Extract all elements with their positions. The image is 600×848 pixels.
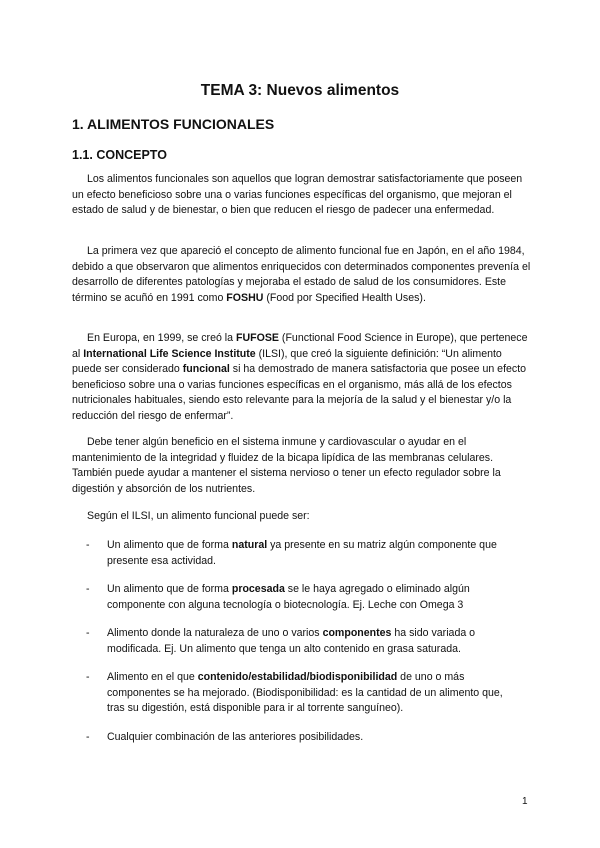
list-dash: -: [86, 539, 90, 551]
ilsi-term: International Life Science Institute: [83, 347, 256, 360]
list-dash: -: [86, 731, 90, 743]
subsection-heading: 1.1. CONCEPTO: [72, 148, 167, 162]
paragraph-definition: Los alimentos funcionales son aquellos que logran demostrar satisfactoriamente que poseen un efecto beneficioso sobre una o varias funciones específicas del organismo, que mejoran el estado de salud y de bienestar, o bien que reducen el riesgo de padecer una enfermedad.: [72, 173, 523, 217]
paragraph-ilsi-intro: Según el ILSI, un alimento funcional puede ser:: [87, 510, 310, 522]
paragraph-europe: En Europa, en 1999, se creó la FUFOSE (Functional Food Science in Europe), que pertenece al International Life Science Institute (ILSI), que creó la siguiente definición: “Un alimento puede ser considerado funcional si ha demostrado de manera satisfactoria que posee un efecto beneficioso sobre una o varias funciones específicas en el organismo, más allá de los efectos nutricionales habituales, siendo esto relevante para la mejoría de la salud y el bienestar y/o la reducción del riesgo de enfermar”.: [72, 332, 528, 422]
list-item: - Un alimento que de forma procesada se le haya agregado o eliminado algún componente con alguna tecnología o biotecnología. Ej. Leche con Omega 3: [86, 583, 470, 611]
list-dash: -: [86, 671, 90, 683]
foshu-term: FOSHU: [226, 291, 264, 304]
page-title: TEMA 3: Nuevos alimentos: [200, 82, 400, 99]
list-item: - Un alimento que de forma natural ya presente en su matriz algún componente que presente esa actividad.: [86, 539, 497, 567]
page-number: 1: [522, 796, 528, 807]
funcional-term: funcional: [182, 363, 230, 376]
list-dash: -: [86, 627, 90, 639]
fufose-term: FUFOSE: [236, 332, 279, 344]
list-item: - Cualquier combinación de las anteriores posibilidades.: [86, 730, 516, 746]
paragraph-benefits: Debe tener algún beneficio en el sistema inmune y cardiovascular o ayudar en el mantenimiento de la integridad y fluidez de la bicapa lipídica de las membranas celulares. También puede ayudar a mantener el sistema nervioso o tener un efecto regulador sobre la digestión y absorción de los nutrientes.: [72, 436, 501, 495]
paragraph-japan: La primera vez que apareció el concepto de alimento funcional fue en Japón, en el año 1984, debido a que observaron que alimentos enriquecidos con determinados componentes prevenía el desarrollo de diferentes patologías y mejoraba el estado de salud de los consumidores. Este término se acuñó en 1991 como FOSHU (Food por Specified Health Uses).: [72, 245, 531, 304]
list-dash: -: [86, 583, 90, 595]
list-item: - Alimento donde la naturaleza de uno o varios componentes ha sido variada o modificada. Ej. Un alimento que tenga un alto contenido en grasa saturada.: [86, 627, 476, 655]
section-heading: 1. ALIMENTOS FUNCIONALES: [72, 116, 275, 132]
list-item: - Alimento en el que contenido/estabilidad/biodisponibilidad de uno o más componentes se ha mejorado. (Biodisponibilidad: es la cantidad de un alimento que, tras su digestión, está disponible para ir al torrente sanguíneo).: [86, 671, 503, 715]
